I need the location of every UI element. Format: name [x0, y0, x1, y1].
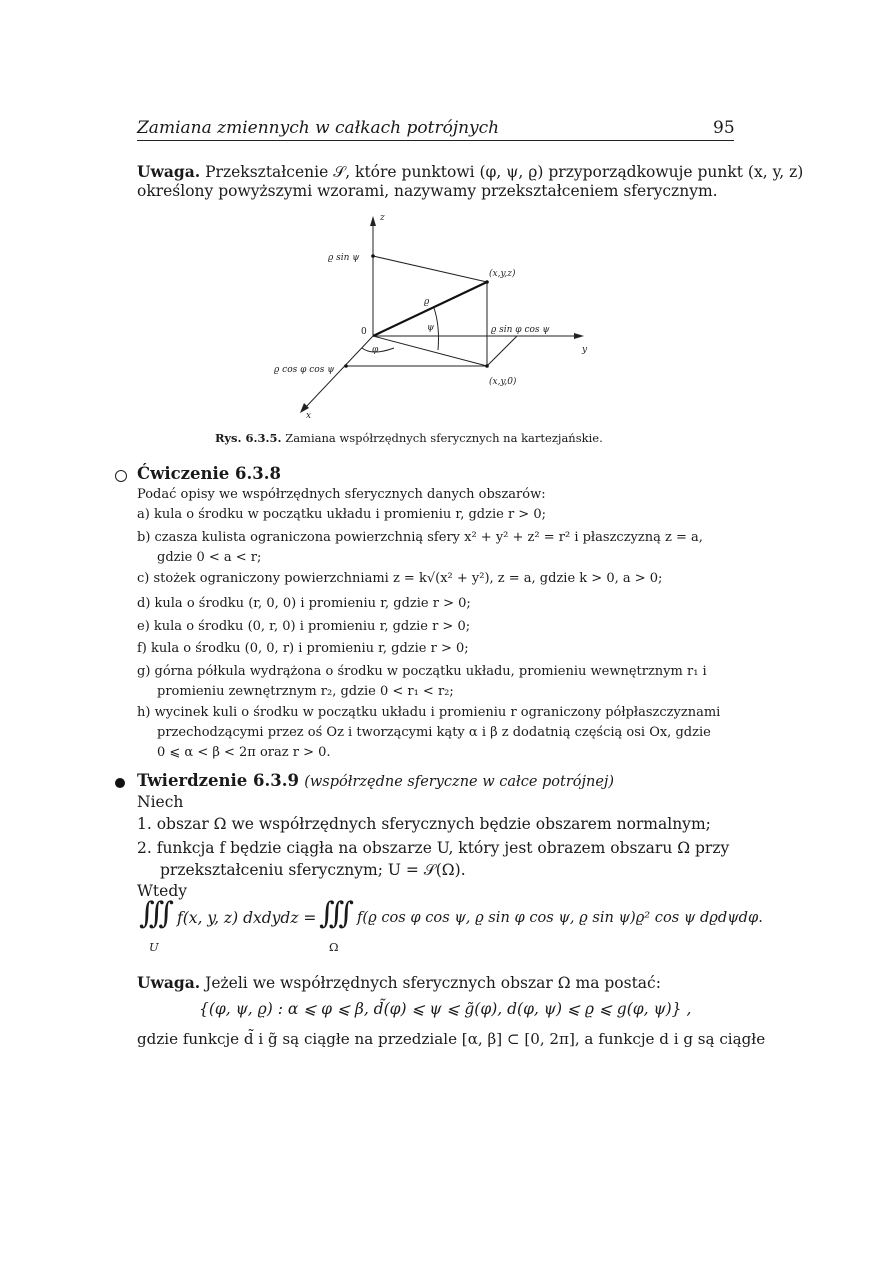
point-xy0 [485, 364, 489, 368]
triple-integral-rhs-sign: ∫∫∫ [319, 896, 348, 931]
exercise-item-f: f) kula o środku (0, 0, r) i promieniu r, gdzie r > 0; [137, 641, 469, 656]
exercise-item-g: g) górna półkula wydrążona o środku w początku układu, promieniu wewnętrznym r₁ i [137, 664, 707, 679]
phi-label: φ [372, 345, 379, 355]
exercise-item-h: h) wycinek kuli o środku w początku układu i promieniu r ograniczony półpłaszczyznami [137, 705, 721, 720]
theorem-item-2: 2. funkcja f będzie ciągła na obszarze U, który jest obrazem obszaru Ω przy [137, 839, 730, 857]
exercise-item-a: a) kula o środku w początku układu i promieniu r, gdzie r > 0; [137, 507, 546, 522]
theorem-heading [137, 771, 614, 790]
psi-arc [434, 308, 439, 350]
figure-caption-text: Zamiana współrzędnych sferycznych na kartezjańskie. [285, 431, 603, 445]
remark-2-text-1: Jeżeli we współrzędnych sferycznych obszar Ω ma postać: [205, 974, 661, 992]
exercise-item-g-cont: promieniu zewnętrznym r₂, gdzie 0 < r₁ < r₂; [157, 684, 454, 699]
exercise-item-e: e) kula o środku (0, r, 0) i promieniu r, gdzie r > 0; [137, 619, 471, 634]
exercise-item-h-cont-2: 0 ⩽ α < β < 2π oraz r > 0. [157, 745, 331, 760]
z-axis-arrow [370, 216, 376, 226]
rho-cos-phi-cos-psi-label: ϱ cos φ cos ψ [274, 365, 335, 375]
running-header-title: Zamiana zmiennych w całkach potrójnych [137, 118, 500, 138]
point-xyz [485, 280, 489, 284]
integral-rhs: f(ϱ cos φ cos ψ, ϱ sin φ cos ψ, ϱ sin ψ)ϱ² cos ψ dϱdψdφ. [357, 909, 763, 926]
psi-label: ψ [427, 323, 435, 333]
theorem-wtedy: Wtedy [137, 882, 188, 900]
rho-sin-phi-cos-psi-label: ϱ sin φ cos ψ [491, 325, 550, 335]
exercise-item-c: c) stożek ograniczony powierzchniami z = k√(x² + y²), z = a, gdzie k > 0, a > 0; [137, 571, 663, 586]
remark-1-line-2: określony powyższymi wzorami, nazywamy przekształceniem sferycznym. [137, 182, 718, 200]
horizontal-projection-line [373, 336, 487, 366]
integral-domain-u: U [149, 940, 159, 954]
figure-caption-label: Rys. 6.3.5. [215, 431, 282, 445]
rho-sin-psi-label: ϱ sin ψ [328, 253, 360, 263]
axis-y-label: y [582, 345, 588, 355]
remark-2-label: Uwaga. [137, 973, 201, 992]
exercise-item-b-cont: gdzie 0 < a < r; [157, 550, 262, 565]
xyz-label: (x,y,z) [489, 269, 516, 279]
exercise-item-h-cont-1: przechodzącymi przez oś Oz i tworzącymi kąty α i β z dodatnią częścią osi Ox, gdzie [157, 725, 711, 740]
remark-1-text-1: Przekształcenie 𝒮, które punktowi (φ, ψ, ϱ) przyporządkowuje punkt (x, y, z) [205, 163, 804, 181]
figure-caption [215, 431, 603, 445]
theorem-subtitle: (współrzędne sferyczne w całce potrójnej) [304, 774, 615, 790]
x-point [344, 364, 348, 368]
remark-2-set: {(φ, ψ, ϱ) : α ⩽ φ ⩽ β, d̃(φ) ⩽ ψ ⩽ g̃(φ), d(φ, ψ) ⩽ ϱ ⩽ g(φ, ψ)} , [199, 1000, 692, 1018]
axis-z-label: z [380, 213, 385, 223]
axis-x-label: x [306, 411, 312, 421]
integral-domain-omega: Ω [329, 940, 339, 954]
remark-1-label: Uwaga. [137, 162, 201, 181]
y-projection-line [487, 336, 517, 366]
spherical-coordinates-figure [0, 0, 893, 440]
exercise-intro: Podać opisy we współrzędnych sferycznych danych obszarów: [137, 487, 546, 502]
theorem-title: Twierdzenie 6.3.9 [137, 771, 299, 790]
remark-2-line-3: gdzie funkcje d̃ i g̃ są ciągłe na przedziale [α, β] ⊂ [0, 2π], a funkcje d i g są ciągłe [137, 1030, 766, 1048]
y-axis-arrow [574, 333, 584, 339]
xy0-label: (x,y,0) [489, 377, 517, 387]
z-projection-line [373, 256, 487, 282]
page-number: 95 [713, 118, 735, 138]
exercise-title: Ćwiczenie 6.3.8 [137, 464, 281, 483]
triple-integral-lhs-sign: ∫∫∫ [139, 896, 168, 931]
exercise-item-d: d) kula o środku (r, 0, 0) i promieniu r, gdzie r > 0; [137, 596, 471, 611]
exercise-item-b: b) czasza kulista ograniczona powierzchnią sfery x² + y² + z² = r² i płaszczyzną z = a, [137, 530, 703, 545]
filled-circle-marker [115, 778, 125, 788]
theorem-item-1: 1. obszar Ω we współrzędnych sferycznych będzie obszarem normalnym; [137, 815, 711, 833]
open-circle-marker [115, 470, 127, 482]
theorem-item-2-cont: przekształceniu sferycznym; U = 𝒮(Ω). [160, 861, 466, 879]
z-point [371, 254, 375, 258]
theorem-niech: Niech [137, 793, 184, 811]
remark-2-line-1 [137, 973, 661, 992]
origin-label: 0 [361, 327, 367, 337]
rho-label: ϱ [424, 297, 430, 307]
integral-lhs: f(x, y, z) dxdydz = [177, 909, 317, 927]
